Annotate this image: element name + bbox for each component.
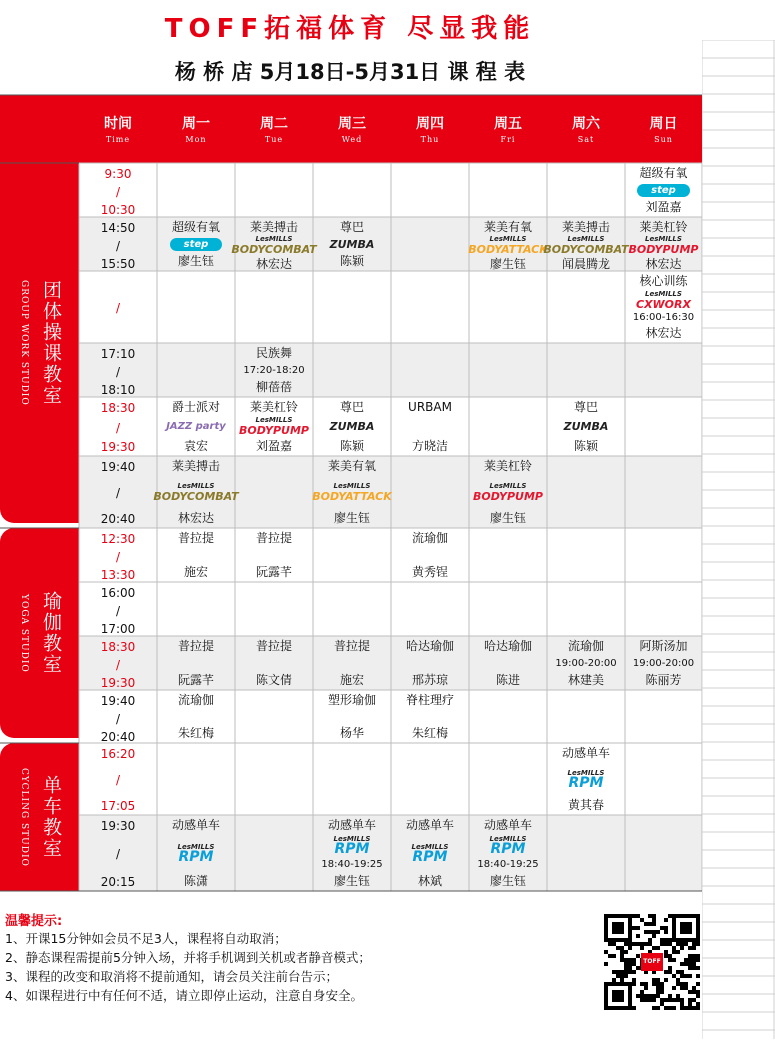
class-cell <box>547 638 625 688</box>
instructor: 廖生钰 <box>333 511 370 525</box>
class-name: 核心训练 <box>639 274 688 288</box>
day-header-en: Thu <box>420 135 440 144</box>
class-cell <box>313 399 391 454</box>
class-name: 普拉提 <box>255 639 292 653</box>
time-slot <box>79 583 157 637</box>
class-name: 莱美搏击 <box>561 220 610 234</box>
qr-code <box>604 914 700 1010</box>
page-subtitle: 杨 桥 店 5月18日-5月31日 课 程 表 <box>174 60 526 84</box>
instructor: 阮露芊 <box>177 673 214 687</box>
class-logo-wrap <box>637 184 690 197</box>
class-cell <box>235 638 313 688</box>
instructor: 林宏达 <box>645 257 682 271</box>
class-logo-wrap <box>334 835 371 856</box>
class-cell <box>391 399 469 454</box>
class-logo-wrap <box>330 420 375 433</box>
time-text: / <box>115 301 121 315</box>
time-text: 19:40 <box>100 694 136 708</box>
sheet-grid-area <box>702 40 775 1039</box>
time-text: / <box>115 604 121 618</box>
day-header-en: Wed <box>341 135 363 144</box>
class-name: 尊巴 <box>573 400 598 414</box>
class-cell <box>469 638 547 688</box>
time-text: 14:50 <box>100 221 136 235</box>
day-header-zh: 周三 <box>338 116 366 132</box>
lesmills-mark: LesMILLS <box>333 835 371 843</box>
time-text: / <box>115 712 121 726</box>
lesmills-mark: LesMILLS <box>255 416 293 424</box>
instructor: 廖生钰 <box>177 254 214 268</box>
day-header-en: Sat <box>577 135 595 144</box>
class-name: 莱美搏击 <box>249 220 298 234</box>
time-text: / <box>115 658 121 672</box>
class-name: 尊巴 <box>339 220 364 234</box>
instructor: 陈进 <box>495 673 520 687</box>
class-name: 流瑜伽 <box>411 531 448 545</box>
instructor: 林建美 <box>567 672 604 687</box>
day-header-en: Mon <box>185 135 207 144</box>
time-text: 10:30 <box>100 203 136 217</box>
class-cell <box>157 638 235 688</box>
class-cell <box>313 219 391 269</box>
class-logo: BODYCOMBAT <box>231 243 317 256</box>
class-logo: BODYCOMBAT <box>153 489 239 503</box>
lesmills-mark: LesMILLS <box>489 481 527 490</box>
class-logo: CXWORX <box>636 297 691 311</box>
class-cell <box>469 458 547 526</box>
class-cell <box>391 692 469 741</box>
lesmills-mark: LesMILLS <box>489 835 527 843</box>
class-cell <box>547 745 625 813</box>
time-text: 17:10 <box>100 347 136 361</box>
time-slot <box>79 272 157 344</box>
time-slot <box>79 398 157 457</box>
day-header-zh: 周四 <box>416 116 444 132</box>
class-logo-wrap <box>178 843 215 864</box>
time-slot <box>79 344 157 398</box>
class-cell <box>235 530 313 580</box>
class-logo-wrap <box>473 482 543 503</box>
lesmills-mark: LesMILLS <box>645 289 682 298</box>
time-text: 20:15 <box>100 875 136 889</box>
class-logo: ZUMBA <box>329 237 375 251</box>
section-label-zh: 单车教室 <box>40 775 62 859</box>
sheet-gridlines <box>702 40 775 1039</box>
class-time: 18:40-19:25 <box>321 859 383 870</box>
time-text: 20:40 <box>100 512 136 526</box>
time-text: 18:30 <box>100 401 136 415</box>
instructor: 黄其春 <box>567 798 604 812</box>
day-header-en: Sun <box>654 135 673 144</box>
section-label-en: CYCLING STUDIO <box>19 767 29 867</box>
instructor: 陈文倩 <box>255 673 292 687</box>
class-cell <box>235 399 313 454</box>
class-cell <box>547 399 625 454</box>
class-cell <box>625 219 702 269</box>
lesmills-mark: LesMILLS <box>177 842 215 851</box>
instructor: 刘盈嘉 <box>255 439 292 453</box>
class-logo: BODYATTACK <box>468 243 548 256</box>
class-logo-wrap <box>330 238 375 251</box>
time-slot <box>79 529 157 583</box>
class-name: 塑形瑜伽 <box>327 693 376 707</box>
day-header-zh: 周日 <box>649 116 678 132</box>
class-cell <box>313 817 391 889</box>
class-name: URBAM <box>408 400 452 414</box>
notice-line: 4、如课程进行中有任何不适，请立即停止运动，注意自身安全。 <box>5 988 363 1003</box>
class-name: 莱美杠铃 <box>249 400 298 414</box>
class-logo: BODYPUMP <box>239 424 309 437</box>
lesmills-mark: LesMILLS <box>567 235 605 243</box>
day-header-en: Time <box>105 135 131 144</box>
class-name: 动感单车 <box>483 818 532 832</box>
jazz-logo: JAZZ party <box>166 421 226 432</box>
class-logo: BODYPUMP <box>628 243 699 256</box>
class-cell <box>313 458 391 526</box>
time-text: / <box>115 550 121 564</box>
class-name: 超级有氧 <box>171 220 220 234</box>
day-header-zh: 周五 <box>494 116 522 132</box>
time-slot <box>79 218 157 272</box>
time-text: 16:20 <box>100 747 136 761</box>
section-label-zh: 团体操课教室 <box>40 280 62 406</box>
lesmills-mark: LesMILLS <box>177 481 215 490</box>
time-text: / <box>115 847 121 861</box>
instructor: 刘盈嘉 <box>645 200 682 214</box>
time-text: 19:40 <box>100 460 136 474</box>
class-name: 流瑜伽 <box>177 693 214 707</box>
time-text: 19:30 <box>100 440 136 454</box>
time-text: / <box>115 773 121 787</box>
day-header-en: Fri <box>500 135 516 144</box>
section-label-zh: 瑜伽教室 <box>40 591 62 675</box>
time-text: 18:30 <box>100 640 136 654</box>
class-logo-wrap <box>166 420 226 433</box>
class-logo-wrap <box>568 769 605 790</box>
time-slot <box>79 816 157 892</box>
class-name: 哈达瑜伽 <box>405 639 454 653</box>
lesmills-mark: LesMILLS <box>333 481 371 490</box>
time-text: / <box>115 365 121 379</box>
instructor: 廖生钰 <box>333 874 370 888</box>
section-label-en: YOGA STUDIO <box>19 593 29 673</box>
instructor: 杨华 <box>339 726 364 740</box>
class-cell <box>313 692 391 741</box>
class-name: 莱美杠铃 <box>483 459 532 473</box>
instructor: 廖生钰 <box>489 874 526 888</box>
class-name: 脊柱理疗 <box>405 693 454 707</box>
notice-line: 2、静态课程需提前5分钟入场，并将手机调到关机或者静音模式； <box>5 950 371 965</box>
time-text: 15:50 <box>100 257 136 271</box>
class-name: 莱美搏击 <box>171 459 220 473</box>
class-cell <box>157 692 235 741</box>
class-name: 流瑜伽 <box>567 639 604 653</box>
class-cell <box>313 638 391 688</box>
class-name: 爵士派对 <box>171 400 220 414</box>
day-header-en: Tue <box>264 135 284 144</box>
class-name: 民族舞 <box>255 346 292 360</box>
time-slot <box>79 691 157 744</box>
day-header-zh: 周六 <box>572 116 600 132</box>
class-time: 18:40-19:25 <box>477 859 539 870</box>
notice-heading: 温馨提示: <box>5 914 63 929</box>
time-text: 12:30 <box>100 532 136 546</box>
day-header-zh: 时间 <box>104 116 132 132</box>
lesmills-mark: LesMILLS <box>411 842 449 851</box>
class-name: 普拉提 <box>177 531 214 545</box>
class-name: 哈达瑜伽 <box>483 639 532 653</box>
instructor: 黄秀锃 <box>411 565 448 579</box>
class-time: 17:20-18:20 <box>243 365 305 377</box>
class-logo: RPM <box>568 774 604 791</box>
class-logo: RPM <box>334 841 370 857</box>
notice-line: 1、开课15分钟如会员不足3人，课程将自动取消； <box>5 931 287 946</box>
class-logo-wrap <box>170 238 223 251</box>
time-slot <box>79 457 157 529</box>
class-time: 19:00-20:00 <box>632 658 695 670</box>
class-cell <box>231 219 317 271</box>
notice-box <box>5 910 595 1005</box>
class-name: 普拉提 <box>177 639 214 653</box>
class-cell <box>157 817 235 889</box>
time-text: / <box>115 420 121 435</box>
lesmills-mark: LesMILLS <box>567 768 605 777</box>
instructor: 施宏 <box>183 565 208 579</box>
instructor: 廖生钰 <box>489 511 526 525</box>
lesmills-mark: LesMILLS <box>645 235 682 243</box>
lesmills-mark: LesMILLS <box>489 235 527 243</box>
step-logo: step <box>170 238 223 251</box>
class-name: 莱美有氧 <box>483 220 532 234</box>
class-logo: RPM <box>178 848 214 865</box>
time-text: / <box>115 239 121 253</box>
step-logo: step <box>637 184 690 197</box>
class-logo-wrap <box>543 235 628 256</box>
time-text: 16:00 <box>100 586 136 600</box>
day-header-zh: 周二 <box>260 116 288 132</box>
class-name: 普拉提 <box>333 639 370 653</box>
instructor: 陈潇 <box>183 874 208 888</box>
time-text: 17:05 <box>100 799 136 813</box>
class-cell <box>157 399 235 454</box>
class-logo-wrap <box>636 290 691 311</box>
class-cell <box>625 638 702 688</box>
instructor: 方晓洁 <box>411 439 448 453</box>
class-logo-wrap <box>239 416 309 437</box>
class-cell <box>235 345 313 395</box>
class-name: 动感单车 <box>171 818 220 832</box>
time-slot <box>79 164 157 218</box>
class-name: 动感单车 <box>405 818 454 832</box>
class-logo-wrap <box>564 420 609 433</box>
instructor: 闻晨腾龙 <box>561 257 610 271</box>
class-logo-wrap <box>490 835 527 856</box>
class-cell <box>391 530 469 580</box>
instructor: 陈丽芳 <box>645 672 682 687</box>
class-name: 莱美有氧 <box>327 459 376 473</box>
class-logo-wrap <box>312 482 392 503</box>
instructor: 施宏 <box>339 673 364 687</box>
day-header-zh: 周一 <box>182 116 210 132</box>
class-name: 动感单车 <box>327 818 376 832</box>
instructor: 朱红梅 <box>411 726 448 740</box>
class-logo: BODYCOMBAT <box>543 243 629 256</box>
class-cell <box>391 817 469 889</box>
section-label-en: GROUP WORK STUDIO <box>19 280 29 406</box>
instructor: 林斌 <box>417 874 442 888</box>
time-text: 9:30 <box>104 167 132 181</box>
time-slot <box>79 744 157 816</box>
instructor: 阮露芊 <box>255 565 292 579</box>
instructor: 林宏达 <box>645 325 682 340</box>
class-logo-wrap <box>153 482 238 503</box>
class-logo: BODYATTACK <box>312 489 392 503</box>
class-cell <box>625 273 702 341</box>
time-text: 19:30 <box>100 676 136 690</box>
instructor: 柳蓓蓓 <box>255 379 292 394</box>
class-logo: RPM <box>412 848 448 865</box>
instructor: 陈颖 <box>573 439 598 453</box>
instructor: 陈颖 <box>339 439 364 453</box>
class-cell <box>157 219 235 269</box>
class-time: 16:00-16:30 <box>632 312 695 324</box>
instructor: 林宏达 <box>255 257 292 271</box>
instructor: 袁宏 <box>183 439 208 453</box>
class-logo: ZUMBA <box>329 420 375 433</box>
class-cell <box>157 530 235 580</box>
class-cell <box>469 219 547 269</box>
class-logo-wrap <box>231 235 316 256</box>
class-name: 莱美杠铃 <box>639 220 688 234</box>
class-name: 超级有氧 <box>639 166 688 180</box>
class-cell <box>469 817 547 889</box>
class-name: 动感单车 <box>561 746 610 760</box>
class-name: 普拉提 <box>255 531 292 545</box>
class-logo: ZUMBA <box>563 420 609 433</box>
notice-line: 3、课程的改变和取消将不提前通知，请会员关注前台告示； <box>5 969 338 984</box>
time-text: 18:10 <box>100 383 136 397</box>
time-slot <box>79 637 157 691</box>
class-logo: BODYPUMP <box>473 489 543 503</box>
instructor: 陈颖 <box>339 254 364 268</box>
instructor: 朱红梅 <box>177 726 214 740</box>
class-logo-wrap <box>629 235 699 256</box>
time-text: 19:30 <box>100 819 136 833</box>
instructor: 廖生钰 <box>489 257 526 271</box>
time-text: / <box>115 486 121 500</box>
class-cell <box>543 219 629 271</box>
instructor: 林宏达 <box>177 511 214 525</box>
class-cell <box>153 458 239 526</box>
class-logo: RPM <box>490 841 526 857</box>
class-cell <box>625 165 702 215</box>
time-text: 13:30 <box>100 568 136 582</box>
lesmills-mark: LesMILLS <box>255 235 293 243</box>
class-name: 尊巴 <box>339 400 364 414</box>
class-cell <box>391 638 469 688</box>
time-text: / <box>115 185 121 199</box>
page-title: TOFF拓福体育 尽显我能 <box>164 14 536 44</box>
qr-logo: TOFF <box>641 953 663 971</box>
class-logo-wrap <box>468 235 548 256</box>
time-text: 20:40 <box>100 730 136 744</box>
class-time: 19:00-20:00 <box>555 658 617 670</box>
time-text: 17:00 <box>100 622 136 636</box>
class-logo-wrap <box>412 843 449 864</box>
class-name: 阿斯汤加 <box>639 639 688 653</box>
instructor: 邢苏琼 <box>411 673 448 687</box>
